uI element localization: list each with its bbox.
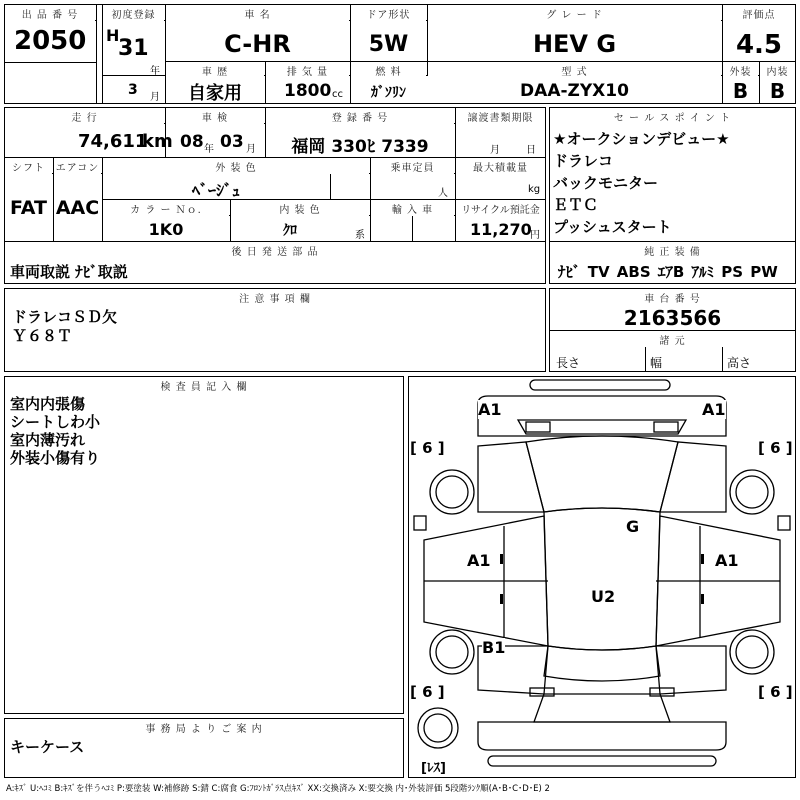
km-unit: km — [142, 131, 173, 152]
score-label: 評価点 — [723, 6, 795, 21]
spare-tire: [ﾚｽ] — [421, 757, 446, 776]
mileage-label: 走 行 — [5, 109, 164, 124]
aircon-label: エアコン — [54, 159, 101, 174]
score-value: 4.5 — [735, 30, 783, 60]
damage-u2-roof: U2 — [591, 587, 616, 606]
note-item: Ｙ６８Ｔ — [12, 327, 73, 345]
displacement-value: 1800 — [284, 81, 332, 101]
damage-g-roof: G — [626, 517, 640, 536]
car-name-label: 車 名 — [166, 6, 349, 21]
shift-value: FAT — [10, 197, 47, 219]
inspector-note-item: シートしわ小 — [10, 413, 101, 431]
mileage-value: 74,611 — [78, 131, 148, 152]
inspection-label: 車 検 — [166, 109, 264, 124]
grade-value: HEV G — [532, 30, 617, 58]
int-color-unit: 系 — [355, 230, 365, 241]
cc-unit: cc — [332, 89, 343, 100]
car-diagram — [408, 376, 796, 778]
later-parts-label: 後 日 発 送 部 品 — [5, 243, 545, 258]
lot-no-label: 出 品 番 号 — [5, 6, 95, 21]
damage-a1-front-right: A1 — [702, 400, 726, 419]
int-color-value: ｸﾛ — [283, 223, 297, 239]
color-no-label: カ ラ ー Ｎｏ. — [103, 201, 229, 216]
capacity-unit: 人 — [438, 188, 448, 199]
int-color-label: 内 装 色 — [231, 201, 369, 216]
year-unit: 年 — [150, 66, 160, 77]
sales-point-item: ドラレコ — [553, 152, 614, 170]
sales-points-list — [553, 128, 730, 238]
tire-front-right: [ 6 ] — [758, 439, 793, 457]
exterior-value: B — [732, 79, 749, 103]
model-label: 型 式 — [428, 63, 721, 78]
notes-list — [12, 308, 117, 346]
first-reg-label: 初度登録 — [103, 6, 164, 21]
damage-a1-front-left: A1 — [478, 400, 502, 419]
height-label: 高さ — [727, 356, 752, 370]
legend: A:ｷｽﾞ U:ﾍｺﾐ B:ｷｽﾞを伴うﾍｺﾐ P:要塗装 W:補修跡 S:錆 C:腐食 G:ﾌﾛﾝﾄｶﾞﾗｽ点ｷｽﾞ XX:交換済み X:要交換 内･外装評価 5段階ﾗﾝｸ順(A･B･C･D･E) 2 — [6, 784, 550, 794]
history-value: 自家用 — [188, 83, 242, 104]
chassis-label: 車 台 番 号 — [550, 290, 795, 305]
chassis-value: 2163566 — [623, 306, 722, 330]
sales-point-item: プッシュスタート — [553, 218, 672, 236]
history-label: 車 歴 — [166, 63, 264, 78]
sales-points-label: セ ー ル ス ポ イ ン ト — [550, 109, 795, 124]
import-label: 輸 入 車 — [371, 201, 454, 216]
damage-b1-rear-left: B1 — [482, 638, 506, 657]
ext-color-label: 外 装 色 — [103, 159, 369, 174]
insp-month-unit: 月 — [246, 144, 256, 155]
yen-unit: 円 — [530, 230, 540, 241]
office-notes-list — [10, 738, 84, 756]
genuine-equip-value: ﾅﾋﾞ TV ABS ｴｱB ｱﾙﾐ PS PW — [558, 263, 778, 281]
grade-label: グ レ ー ド — [428, 6, 721, 21]
month-value: 3 — [128, 82, 138, 98]
ext-color-value: ﾍﾞｰｼﾞｭ — [191, 181, 240, 200]
insp-month-value: 03 — [220, 132, 244, 152]
lot-no-value: 2050 — [14, 26, 87, 56]
year-value: 31 — [118, 36, 149, 61]
tire-front-left: [ 6 ] — [410, 439, 445, 457]
tire-rear-right: [ 6 ] — [758, 683, 793, 701]
notes-label: 注 意 事 項 欄 — [5, 290, 545, 305]
interior-value: B — [769, 79, 786, 103]
sales-point-item: ★オークションデビュー★ — [553, 130, 730, 148]
era-value: H — [106, 26, 120, 45]
transfer-month: 月 — [490, 145, 500, 156]
note-item: ドラレコＳＤ欠 — [12, 308, 118, 326]
reg-no-value: 福岡 330ﾋ 7339 — [291, 137, 429, 157]
tire-rear-left: [ 6 ] — [410, 683, 445, 701]
capacity-label: 乗車定員 — [371, 159, 454, 174]
office-label: 事 務 局 よ り ご 案 内 — [5, 720, 403, 735]
model-value: DAA-ZYX10 — [520, 81, 629, 101]
exterior-label: 外装 — [723, 63, 758, 78]
interior-label: 内装 — [760, 63, 795, 78]
displacement-label: 排 気 量 — [266, 63, 349, 78]
sales-point-item: バックモニター — [553, 174, 659, 192]
shift-label: シフト — [5, 159, 52, 174]
insp-year-value: 08 — [180, 132, 204, 152]
genuine-equip-label: 純 正 装 備 — [550, 243, 795, 258]
damage-a1-mid-right: A1 — [715, 551, 739, 570]
door-label: ドア形状 — [351, 6, 426, 21]
reg-no-label: 登 録 番 号 — [266, 109, 454, 124]
office-note-item: キーケース — [10, 738, 85, 756]
fuel-label: 燃 料 — [351, 63, 426, 78]
insp-year-unit: 年 — [204, 144, 214, 155]
fuel-value: ｶﾞｿﾘﾝ — [371, 85, 406, 101]
inspector-notes-list — [10, 395, 100, 467]
length-label: 長さ — [556, 356, 581, 370]
sales-point-item: ＥＴＣ — [553, 196, 599, 214]
inspector-label: 検 査 員 記 入 欄 — [5, 378, 403, 393]
recycle-value: 11,270 — [470, 220, 532, 239]
inspector-note-item: 外装小傷有り — [10, 449, 101, 467]
later-parts-value: 車両取説 ﾅﾋﾞ取説 — [10, 263, 128, 281]
transfer-day: 日 — [526, 145, 536, 156]
aircon-value: AAC — [55, 197, 100, 219]
car-name-value: C-HR — [224, 30, 291, 58]
width-label: 幅 — [650, 356, 663, 370]
color-no-value: 1K0 — [148, 220, 184, 239]
transfer-deadline-label: 譲渡書類期限 — [456, 109, 545, 124]
inspector-note-item: 室内内張傷 — [10, 395, 86, 413]
damage-a1-mid-left: A1 — [467, 551, 491, 570]
max-load-unit: kg — [528, 184, 541, 195]
recycle-label: リサイクル預託金 — [456, 201, 545, 216]
inspector-note-item: 室内薄汚れ — [10, 431, 86, 449]
month-unit: 月 — [150, 92, 160, 103]
max-load-label: 最大積載量 — [456, 159, 545, 174]
dimensions-label: 諸 元 — [550, 332, 795, 347]
door-value: 5W — [368, 32, 409, 57]
